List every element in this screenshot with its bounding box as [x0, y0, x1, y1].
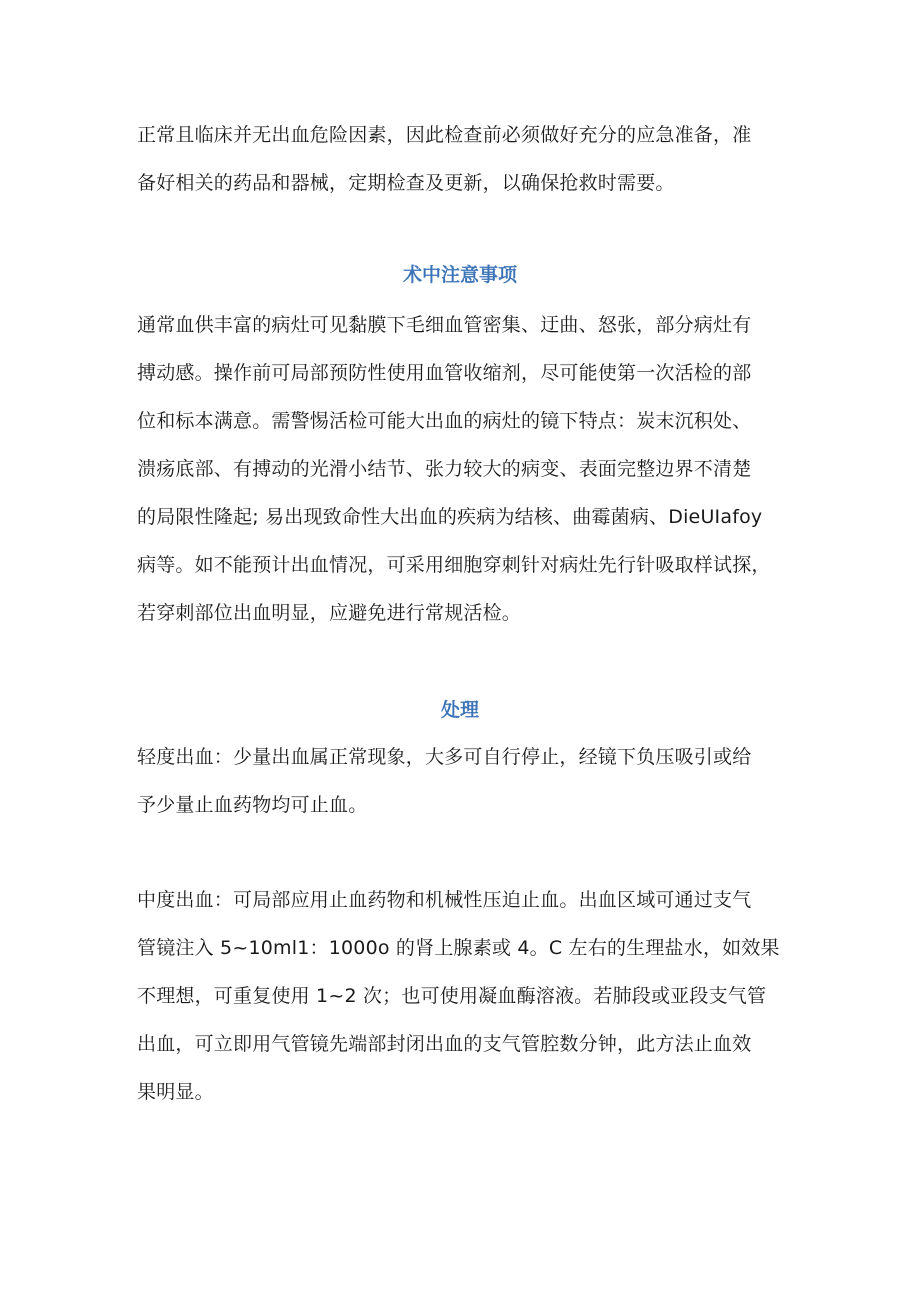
- text-line: 病等。如不能预计出血情况，可采用细胞穿刺针对病灶先行针吸取样试探，: [137, 554, 771, 576]
- text-line: 搏动感。操作前可局部预防性使用血管收缩剂，尽可能使第一次活检的部: [137, 362, 752, 384]
- text-line: 果明显。: [137, 1081, 214, 1103]
- text-line: 溃疡底部、有搏动的光滑小结节、张力较大的病变、表面完整边界不清楚: [137, 458, 752, 480]
- text-line: 中度出血：可局部应用止血药物和机械性压迫止血。出血区域可通过支气: [137, 889, 752, 911]
- text-line: 的局限性隆起; 易出现致命性大出血的疾病为结核、曲霉菌病、DieUIafoy: [137, 506, 763, 528]
- text-line: 出血，可立即用气管镜先端部封闭出血的支气管腔数分钟，此方法止血效: [137, 1033, 752, 1055]
- text-line: 备好相关的药品和器械，定期检查及更新，以确保抢救时需要。: [137, 172, 675, 194]
- text-line: 通常血供丰富的病灶可见黏膜下毛细血管密集、迂曲、怒张，部分病灶有: [137, 314, 752, 336]
- text-line: 若穿刺部位出血明显，应避免进行常规活检。: [137, 602, 522, 624]
- text-line: 予少量止血药物均可止血。: [137, 794, 368, 816]
- section-heading-treatment: 处理: [440, 699, 479, 721]
- section-heading-intraop: 术中注意事项: [402, 264, 517, 286]
- text-line: 不理想，可重复使用 1~2 次；也可使用凝血酶溶液。若肺段或亚段支气管: [137, 985, 767, 1007]
- text-line: 正常且临床并无出血危险因素，因此检查前必须做好充分的应急准备，准: [137, 124, 752, 146]
- text-line: 位和标本满意。需警惕活检可能大出血的病灶的镜下特点：炭末沉积处、: [137, 410, 752, 432]
- text-line: 轻度出血：少量出血属正常现象，大多可自行停止，经镜下负压吸引或给: [137, 746, 752, 768]
- text-line: 管镜注入 5~10ml1：1000o 的肾上腺素或 4。C 左右的生理盐水，如效果: [137, 937, 780, 959]
